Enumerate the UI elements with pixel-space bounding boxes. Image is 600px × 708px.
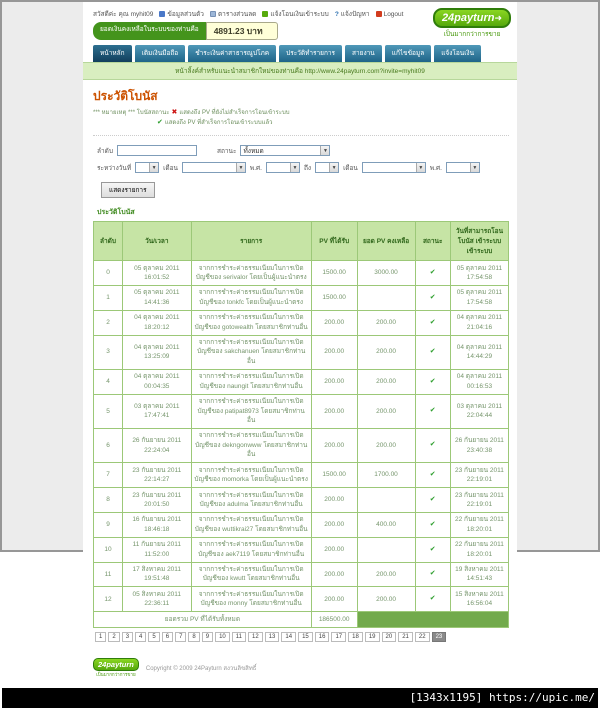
cell-transfer-time-text: 17:54:58 — [466, 273, 493, 281]
greeting-text: สวัสดีค่ะ คุณ myhit09 — [93, 11, 154, 18]
cell-date-text: 04 ตุลาคม 2011 — [134, 373, 180, 381]
caption-bar: [1343x1195] https://upic.me/ — [2, 688, 598, 708]
show-results-button[interactable]: แสดงรายการ — [101, 182, 155, 198]
header-link-5[interactable] — [376, 11, 404, 18]
page-link[interactable]: 20 — [382, 632, 397, 642]
footer-logo[interactable] — [93, 658, 139, 678]
cell-transfer-date-text: 05 ตุลาคม 2011 — [456, 264, 503, 272]
cell-pv-balance: 200.00 — [357, 587, 415, 612]
cell-status — [415, 463, 450, 488]
cell-pv-balance — [357, 285, 415, 310]
table-row — [94, 394, 509, 428]
cell-time-text: 11:52:00 — [144, 550, 170, 558]
page-link[interactable]: 3 — [122, 632, 133, 642]
cell-transfer-date-text: 23 กันยายน 2011 — [454, 466, 504, 474]
header-link-4[interactable] — [335, 9, 370, 19]
page-link[interactable]: 4 — [135, 632, 146, 642]
table-row — [94, 512, 509, 537]
cell-pv-received: 200.00 — [311, 394, 357, 428]
cell-datetime — [123, 537, 191, 562]
nav-item-3[interactable]: ชำระเงินค่าสาธารณูปโภค — [188, 45, 276, 62]
status-check-icon: ✔ — [429, 377, 436, 385]
cell-datetime — [123, 428, 191, 462]
header-pv-balance: ยอด PV คงเหลือ — [357, 222, 415, 261]
total-row — [94, 612, 509, 627]
nav-item-4[interactable]: ประวัติทำรายการ — [279, 45, 342, 62]
chevron-down-icon: ▼ — [290, 163, 299, 172]
header-link-label: แจ้งโอนเงินเข้าระบบ — [270, 11, 329, 18]
cell-time-text: 22:36:11 — [144, 600, 170, 608]
cell-transfer-time-text: 17:54:58 — [466, 298, 493, 306]
page-link[interactable]: 11 — [232, 632, 246, 642]
cell-time-text: 00:04:35 — [144, 382, 170, 390]
cell-transfer-time-text: 18:20:01 — [466, 525, 493, 533]
cell-description: จากการชำระค่าธรรมเนียมในการเปิดบัญชีของ wuttikrai27 โดยสมาชิกท่านอื่น — [191, 512, 311, 537]
cell-no: 8 — [94, 488, 123, 513]
question-icon: ? — [334, 10, 339, 18]
cell-transfer-date-text: 04 ตุลาคม 2011 — [456, 373, 503, 381]
page-link[interactable]: 19 — [365, 632, 380, 642]
footer-logo-text: 24payturn — [93, 658, 139, 671]
cell-date-text: 04 ตุลาคม 2011 — [134, 314, 180, 322]
cell-date-text: 23 กันยายน 2011 — [132, 491, 182, 499]
month-from-select[interactable] — [182, 162, 246, 173]
page-link[interactable]: 5 — [148, 632, 159, 642]
copyright-text: Copyright © 2009 24Payturn สงวนลิขสิทธิ์ — [145, 665, 257, 672]
cell-date-text: 05 ตุลาคม 2011 — [134, 264, 180, 272]
cell-no: 2 — [94, 310, 123, 335]
cell-transfer-datetime — [450, 335, 508, 369]
cell-pv-balance — [357, 537, 415, 562]
page-link[interactable]: 23 — [432, 632, 447, 642]
cell-datetime — [123, 463, 191, 488]
header-description: รายการ — [191, 222, 311, 261]
cell-time-text: 20:01:50 — [144, 500, 170, 508]
cell-status — [415, 512, 450, 537]
order-input[interactable] — [117, 145, 197, 156]
page-link[interactable]: 7 — [175, 632, 186, 642]
main-content — [83, 80, 517, 642]
table-row — [94, 463, 509, 488]
cell-transfer-date-text: 22 กันยายน 2011 — [454, 516, 504, 524]
cell-transfer-datetime — [450, 285, 508, 310]
cell-pv-received: 200.00 — [311, 335, 357, 369]
header-pv-received: PV ที่ได้รับ — [311, 222, 357, 261]
page-area — [2, 2, 598, 688]
cell-pv-received: 200.00 — [311, 587, 357, 612]
day-from-select[interactable] — [135, 162, 159, 173]
cell-transfer-time-text: 18:20:01 — [466, 550, 493, 558]
cell-transfer-time-text: 14:44:29 — [466, 353, 493, 361]
cell-pv-received: 200.00 — [311, 537, 357, 562]
cell-transfer-datetime — [450, 587, 508, 612]
cell-pv-balance: 200.00 — [357, 394, 415, 428]
header-link-label: แจ้งปัญหา — [340, 11, 370, 18]
status-check-icon: ✔ — [429, 348, 436, 356]
cell-datetime — [123, 512, 191, 537]
cell-transfer-date-text: 19 สิงหาคม 2011 — [455, 566, 504, 574]
cell-status — [415, 369, 450, 394]
check-icon: ✔ — [157, 119, 163, 126]
cell-status — [415, 537, 450, 562]
nav-item-7[interactable]: แจ้งโอนเงิน — [434, 45, 481, 62]
cell-pv-received: 200.00 — [311, 488, 357, 513]
cell-datetime — [123, 394, 191, 428]
header-datetime: วัน/เวลา — [123, 222, 191, 261]
status-select[interactable] — [240, 145, 330, 156]
table-icon — [210, 11, 216, 17]
cell-status — [415, 310, 450, 335]
year-to-select[interactable] — [446, 162, 480, 173]
cell-description: จากการชำระค่าธรรมเนียมในการเปิดบัญชีของ naungit โดยสมาชิกท่านอื่น — [191, 369, 311, 394]
table-section-title: ประวัติโบนัส — [97, 209, 135, 216]
cell-transfer-time-text: 14:51:43 — [466, 575, 493, 583]
cell-date-text: 05 สิงหาคม 2011 — [132, 590, 182, 598]
table-row — [94, 428, 509, 462]
logo-text: 24payturn — [441, 12, 495, 24]
nav-item-2[interactable]: เติมเงินมือถือ — [135, 45, 186, 62]
cell-transfer-datetime — [450, 463, 508, 488]
table-row — [94, 335, 509, 369]
table-header-row — [94, 222, 509, 261]
cell-transfer-time-text: 22:19:01 — [466, 476, 493, 484]
cell-no: 1 — [94, 285, 123, 310]
chevron-down-icon: ▼ — [149, 163, 158, 172]
status-check-icon: ✔ — [429, 595, 436, 603]
status-selected-value: ทั้งหมด — [243, 147, 264, 155]
cell-time-text: 16:01:52 — [144, 273, 170, 281]
page-title: ประวัติโบนัส — [93, 89, 158, 103]
note-line-success — [157, 117, 509, 127]
page-link[interactable]: 8 — [188, 632, 199, 642]
month-to-select[interactable] — [362, 162, 426, 173]
status-label: สถานะ — [216, 147, 237, 155]
cell-transfer-datetime — [450, 512, 508, 537]
cell-pv-received: 200.00 — [311, 512, 357, 537]
bonus-table-body — [94, 261, 509, 612]
cell-description: จากการชำระค่าธรรมเนียมในการเปิดบัญชีของ kwutt โดยสมาชิกท่านอื่น — [191, 562, 311, 587]
cell-status — [415, 587, 450, 612]
page-link[interactable]: 14 — [281, 632, 296, 642]
cell-description: จากการชำระค่าธรรมเนียมในการเปิดบัญชีของ serivalor โดยเป็นผู้แนะนำตรง — [191, 261, 311, 286]
cell-time-text: 18:20:12 — [144, 323, 170, 331]
cell-time-text: 13:25:09 — [144, 353, 170, 361]
cell-pv-balance: 200.00 — [357, 369, 415, 394]
cell-transfer-date-text: 15 สิงหาคม 2011 — [455, 590, 504, 598]
cell-status — [415, 394, 450, 428]
table-row — [94, 285, 509, 310]
cell-time-text: 22:14:27 — [144, 476, 170, 484]
status-check-icon: ✔ — [429, 318, 436, 326]
nav-item-6[interactable]: แก้ไขข้อมูล — [385, 45, 431, 62]
status-check-icon: ✔ — [429, 471, 436, 479]
page-link[interactable]: 13 — [265, 632, 280, 642]
note-line-fail — [93, 107, 509, 117]
cross-icon: ✖ — [171, 109, 178, 116]
status-check-icon: ✔ — [429, 520, 436, 528]
cell-date-text: 16 กันยายน 2011 — [132, 516, 182, 524]
to-label: ถึง — [303, 164, 312, 172]
status-check-icon: ✔ — [429, 268, 436, 276]
table-row — [94, 562, 509, 587]
cell-pv-balance — [357, 488, 415, 513]
header-transfer-date: วันที่สามารถโอนโบนัส เข้าระบบ เข้าระบบ — [450, 222, 508, 261]
cell-transfer-time-text: 22:04:44 — [466, 412, 493, 420]
cell-status — [415, 261, 450, 286]
cell-datetime — [123, 488, 191, 513]
person-icon — [159, 11, 165, 17]
status-check-icon: ✔ — [429, 570, 436, 578]
cell-pv-received: 1500.00 — [311, 463, 357, 488]
page-link[interactable]: 22 — [415, 632, 430, 642]
money-icon — [262, 11, 268, 17]
month-from-label: เดือน — [163, 164, 178, 172]
cell-transfer-datetime — [450, 369, 508, 394]
invite-bar: หน้าลิ้งค์สำหรับแนะนำสมาชิกใหม่ของท่านคือ http://www.24payturn.com?invite=myhit09 — [83, 62, 517, 80]
page-link[interactable]: 10 — [215, 632, 230, 642]
cell-pv-balance: 200.00 — [357, 428, 415, 462]
cell-pv-received: 1500.00 — [311, 285, 357, 310]
webpage — [83, 2, 517, 688]
cell-transfer-time-text: 23:40:38 — [466, 446, 493, 454]
header-link-1[interactable] — [159, 9, 204, 19]
cell-no: 3 — [94, 335, 123, 369]
page-link[interactable]: 16 — [315, 632, 330, 642]
cell-description: จากการชำระค่าธรรมเนียมในการเปิดบัญชีของ momorka โดยเป็นผู้แนะนำตรง — [191, 463, 311, 488]
page-link[interactable]: 6 — [162, 632, 173, 642]
cell-pv-received: 200.00 — [311, 369, 357, 394]
page-link[interactable]: 21 — [398, 632, 413, 642]
cell-transfer-date-text: 04 ตุลาคม 2011 — [456, 343, 503, 351]
cell-date-text: 05 ตุลาคม 2011 — [134, 289, 180, 297]
cell-description: จากการชำระค่าธรรมเนียมในการเปิดบัญชีของ gotowealth โดยสมาชิกท่านอื่น — [191, 310, 311, 335]
header-link-label: Logout — [383, 10, 404, 18]
cell-transfer-datetime — [450, 310, 508, 335]
cell-description: จากการชำระค่าธรรมเนียมในการเปิดบัญชีของ patipat8973 โดยสมาชิกท่านอื่น — [191, 394, 311, 428]
footer-logo-tagline: เป็นมากกว่าการขาย — [96, 671, 136, 677]
cell-description: จากการชำระค่าธรรมเนียมในการเปิดบัญชีของ monny โดยสมาชิกท่านอื่น — [191, 587, 311, 612]
header-link-2[interactable] — [210, 9, 256, 19]
bonus-history-table — [93, 221, 509, 628]
logout-icon — [376, 11, 382, 17]
cell-status — [415, 335, 450, 369]
status-check-icon: ✔ — [429, 441, 436, 449]
cell-pv-balance: 1700.00 — [357, 463, 415, 488]
date-range-label: ระหว่างวันที่ — [97, 164, 132, 172]
month-to-label: เดือน — [343, 164, 358, 172]
cell-description: จากการชำระค่าธรรมเนียมในการเปิดบัญชีของ tonkfc โดยเป็นผู้แนะนำตรง — [191, 285, 311, 310]
cell-pv-balance: 200.00 — [357, 310, 415, 335]
logo-arrow-icon: ➜ — [494, 13, 503, 23]
cell-time-text: 19:51:48 — [144, 575, 170, 583]
cell-time-text: 17:47:41 — [144, 412, 170, 420]
page-link[interactable]: 2 — [108, 632, 119, 642]
cell-datetime — [123, 369, 191, 394]
cell-transfer-datetime — [450, 488, 508, 513]
cell-no: 0 — [94, 261, 123, 286]
cell-pv-balance: 200.00 — [357, 335, 415, 369]
header-no: ลำดับ — [94, 222, 123, 261]
header-status: สถานะ — [415, 222, 450, 261]
cell-pv-received: 200.00 — [311, 562, 357, 587]
cell-pv-balance: 3000.00 — [357, 261, 415, 286]
cell-transfer-time-text: 22:19:01 — [466, 500, 493, 508]
cell-status — [415, 562, 450, 587]
table-row — [94, 488, 509, 513]
cell-datetime — [123, 587, 191, 612]
cell-transfer-date-text: 03 ตุลาคม 2011 — [456, 402, 503, 410]
cell-description: จากการชำระค่าธรรมเนียมในการเปิดบัญชีของ dekngonwww โดยสมาชิกท่านอื่น — [191, 428, 311, 462]
logo-tagline: เป็นมากกว่าการขาย — [443, 31, 501, 38]
cell-transfer-date-text: 22 กันยายน 2011 — [454, 541, 504, 549]
cell-pv-received: 200.00 — [311, 428, 357, 462]
cell-description: จากการชำระค่าธรรมเนียมในการเปิดบัญชีของ aek7119 โดยสมาชิกท่านอื่น — [191, 537, 311, 562]
cell-transfer-time-text: 00:16:53 — [466, 382, 493, 390]
total-value: 186500.00 — [311, 612, 357, 627]
cell-transfer-datetime — [450, 428, 508, 462]
balance-label: ยอดเงินคงเหลือในระบบของท่านคือ — [93, 22, 206, 40]
cell-pv-received: 200.00 — [311, 310, 357, 335]
filter-row-1 — [97, 145, 509, 156]
table-row — [94, 587, 509, 612]
note-success-text: แสดงถึง PV ที่สำเร็จการโอนเข้าระบบแล้ว — [164, 120, 273, 126]
cell-datetime — [123, 310, 191, 335]
filter-panel — [93, 135, 509, 200]
cell-date-text: 04 ตุลาคม 2011 — [134, 343, 180, 351]
cell-status — [415, 285, 450, 310]
cell-date-text: 03 ตุลาคม 2011 — [134, 402, 180, 410]
total-fill-cell — [357, 612, 509, 627]
header-link-label: ข้อมูลส่วนตัว — [167, 11, 204, 18]
day-to-select[interactable] — [315, 162, 339, 173]
cell-transfer-date-text: 04 ตุลาคม 2011 — [456, 314, 503, 322]
cell-transfer-time-text: 16:56:04 — [466, 600, 493, 608]
header-link-label: ตารางส่วนลด — [217, 11, 257, 18]
cell-no: 9 — [94, 512, 123, 537]
cell-time-text: 22:24:04 — [144, 446, 170, 454]
cell-transfer-datetime — [450, 261, 508, 286]
table-row — [94, 537, 509, 562]
header-link-3[interactable] — [262, 9, 328, 19]
page-link[interactable]: 12 — [248, 632, 263, 642]
balance-value: 4891.23 บาท — [206, 22, 278, 40]
cell-date-text: 26 กันยายน 2011 — [132, 437, 182, 445]
cell-transfer-datetime — [450, 394, 508, 428]
table-row — [94, 369, 509, 394]
pagination — [95, 632, 509, 642]
chevron-down-icon: ▼ — [416, 163, 425, 172]
cell-transfer-datetime — [450, 562, 508, 587]
status-check-icon: ✔ — [429, 545, 436, 553]
cell-datetime — [123, 285, 191, 310]
cell-transfer-date-text: 05 ตุลาคม 2011 — [456, 289, 503, 297]
nav-item-1[interactable]: หน้าหลัก — [93, 45, 132, 62]
page-footer — [93, 658, 517, 688]
table-row — [94, 261, 509, 286]
page-link[interactable]: 15 — [298, 632, 313, 642]
cell-no: 5 — [94, 394, 123, 428]
cell-transfer-date-text: 23 กันยายน 2011 — [454, 491, 504, 499]
order-label: ลำดับ — [97, 147, 113, 155]
cell-transfer-time-text: 21:04:16 — [466, 323, 493, 331]
cell-status — [415, 488, 450, 513]
cell-description: จากการชำระค่าธรรมเนียมในการเปิดบัญชีของ sakchanuen โดยสมาชิกท่านอื่น — [191, 335, 311, 369]
cell-transfer-datetime — [450, 537, 508, 562]
page-link[interactable]: 9 — [202, 632, 213, 642]
chevron-down-icon: ▼ — [329, 163, 338, 172]
page-link[interactable]: 18 — [348, 632, 363, 642]
page-link[interactable]: 17 — [331, 632, 346, 642]
cell-pv-received: 1500.00 — [311, 261, 357, 286]
filter-row-2 — [97, 162, 509, 173]
year-from-select[interactable] — [266, 162, 300, 173]
cell-description: จากการชำระค่าธรรมเนียมในการเปิดบัญชีของ adulma โดยสมาชิกท่านอื่น — [191, 488, 311, 513]
logo-pill — [433, 8, 511, 28]
year-from-label: พ.ศ. — [249, 164, 262, 172]
cell-status — [415, 428, 450, 462]
cell-no: 10 — [94, 537, 123, 562]
status-check-icon: ✔ — [429, 293, 436, 301]
cell-no: 4 — [94, 369, 123, 394]
cell-no: 7 — [94, 463, 123, 488]
cell-datetime — [123, 335, 191, 369]
note-prefix: *** หมายเหตุ *** โบนัสสถานะ — [93, 110, 170, 116]
cell-date-text: 17 สิงหาคม 2011 — [132, 566, 182, 574]
cell-date-text: 11 กันยายน 2011 — [132, 541, 181, 549]
page-link[interactable]: 1 — [95, 632, 106, 642]
note-fail-text: แสดงถึง PV ที่ยังไม่สำเร็จการโอนเข้าระบบ — [179, 110, 290, 116]
chevron-down-icon: ▼ — [320, 146, 329, 155]
cell-no: 12 — [94, 587, 123, 612]
status-check-icon: ✔ — [429, 495, 436, 503]
nav-item-5[interactable]: สายงาน — [345, 45, 382, 62]
cell-no: 6 — [94, 428, 123, 462]
cell-pv-balance: 400.00 — [357, 512, 415, 537]
cell-date-text: 23 กันยายน 2011 — [132, 466, 182, 474]
table-row — [94, 310, 509, 335]
cell-datetime — [123, 261, 191, 286]
cell-time-text: 14:41:36 — [144, 298, 170, 306]
year-to-label: พ.ศ. — [429, 164, 442, 172]
cell-pv-balance: 200.00 — [357, 562, 415, 587]
logo[interactable] — [433, 8, 511, 39]
nav-bar — [93, 45, 517, 62]
cell-no: 11 — [94, 562, 123, 587]
cell-transfer-date-text: 26 กันยายน 2011 — [454, 437, 504, 445]
chevron-down-icon: ▼ — [470, 163, 479, 172]
chevron-down-icon: ▼ — [236, 163, 245, 172]
total-label: ยอดรวม PV ที่ได้รับทั้งหมด — [94, 612, 312, 627]
cell-datetime — [123, 562, 191, 587]
cell-time-text: 18:46:18 — [144, 525, 170, 533]
status-check-icon: ✔ — [429, 407, 436, 415]
